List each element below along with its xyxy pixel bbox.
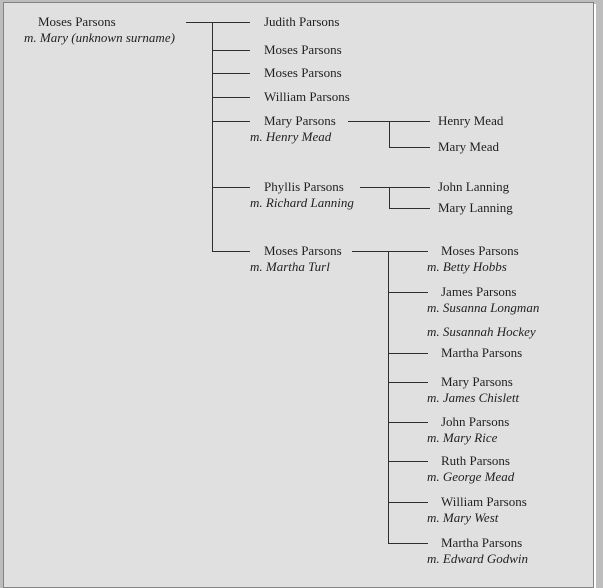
marriage-label: m. Edward Godwin (427, 551, 528, 566)
child-stub-line (212, 50, 250, 51)
child-stub-line (212, 251, 250, 252)
gen1-trunk-line (212, 22, 213, 252)
person-node (424, 113, 503, 129)
person-node-root (24, 14, 175, 46)
marriage-label: m. Susanna Longman (427, 300, 540, 315)
child-stub-line (212, 187, 250, 188)
person-node (250, 65, 342, 81)
child-stub-line (212, 121, 250, 122)
person-node (427, 243, 519, 275)
root-connector-line (186, 22, 212, 23)
child-stub-line (388, 461, 428, 462)
child-stub-line (212, 22, 250, 23)
marriage-label: m. Betty Hobbs (427, 259, 507, 274)
person-name: Phyllis Parsons (264, 179, 344, 194)
marriage-label: m. James Chislett (427, 390, 520, 405)
person-name: Henry Mead (438, 113, 504, 128)
person-node (424, 200, 513, 216)
marriage-label: m. Mary Rice (427, 430, 498, 445)
person-name: Martha Parsons (441, 345, 523, 360)
phyllis-parsons-connector-line (360, 187, 390, 188)
person-name: Ruth Parsons (441, 453, 510, 468)
marriage-label: m. Mary West (427, 510, 499, 525)
child-stub-line (388, 292, 428, 293)
child-stub-line (388, 382, 428, 383)
mary-parsons-connector-line (348, 121, 389, 122)
person-node (424, 139, 499, 155)
moses-martha-turl-connector-line (352, 251, 389, 252)
person-name: Moses Parsons (441, 243, 519, 258)
marriage-label: m. George Mead (427, 469, 515, 484)
person-node (427, 374, 519, 406)
person-name: Mary Lanning (438, 200, 513, 215)
person-name: Moses Parsons (264, 65, 342, 80)
person-node (427, 535, 528, 567)
person-name: Moses Parsons (264, 42, 342, 57)
marriage-label: m. Martha Turl (250, 259, 330, 274)
person-name: Mary Mead (438, 139, 500, 154)
person-node (427, 345, 522, 361)
person-name: Martha Parsons (441, 535, 523, 550)
child-stub-line (212, 97, 250, 98)
person-node (427, 453, 514, 485)
child-stub-line (388, 502, 428, 503)
person-name: Mary Parsons (441, 374, 513, 389)
child-stub-line (212, 73, 250, 74)
child-stub-line (388, 543, 428, 544)
person-name: John Parsons (441, 414, 510, 429)
lanning-trunk-line (389, 187, 390, 209)
gen3-trunk-line (388, 251, 389, 544)
person-name: William Parsons (264, 89, 350, 104)
person-name: Moses Parsons (38, 14, 116, 29)
person-name: Mary Parsons (264, 113, 336, 128)
person-node (427, 284, 539, 340)
child-stub-line (388, 353, 428, 354)
person-name: Judith Parsons (264, 14, 340, 29)
person-node (250, 89, 350, 105)
person-node (250, 14, 339, 30)
child-stub-line (388, 251, 428, 252)
person-node (427, 494, 527, 526)
marriage-label: m. Richard Lanning (250, 195, 354, 210)
mead-trunk-line (389, 121, 390, 148)
child-stub-line (388, 422, 428, 423)
marriage-label: m. Mary (unknown surname) (24, 30, 175, 45)
person-node (427, 414, 509, 446)
person-name: William Parsons (441, 494, 527, 509)
person-node (250, 243, 342, 275)
person-node (250, 179, 354, 211)
person-name: John Lanning (438, 179, 510, 194)
marriage-label: m. Henry Mead (250, 129, 332, 144)
marriage-label: m. Susannah Hockey (427, 324, 536, 339)
person-node (250, 113, 336, 145)
person-name: Moses Parsons (264, 243, 342, 258)
person-node (424, 179, 509, 195)
person-name: James Parsons (441, 284, 517, 299)
person-node (250, 42, 342, 58)
